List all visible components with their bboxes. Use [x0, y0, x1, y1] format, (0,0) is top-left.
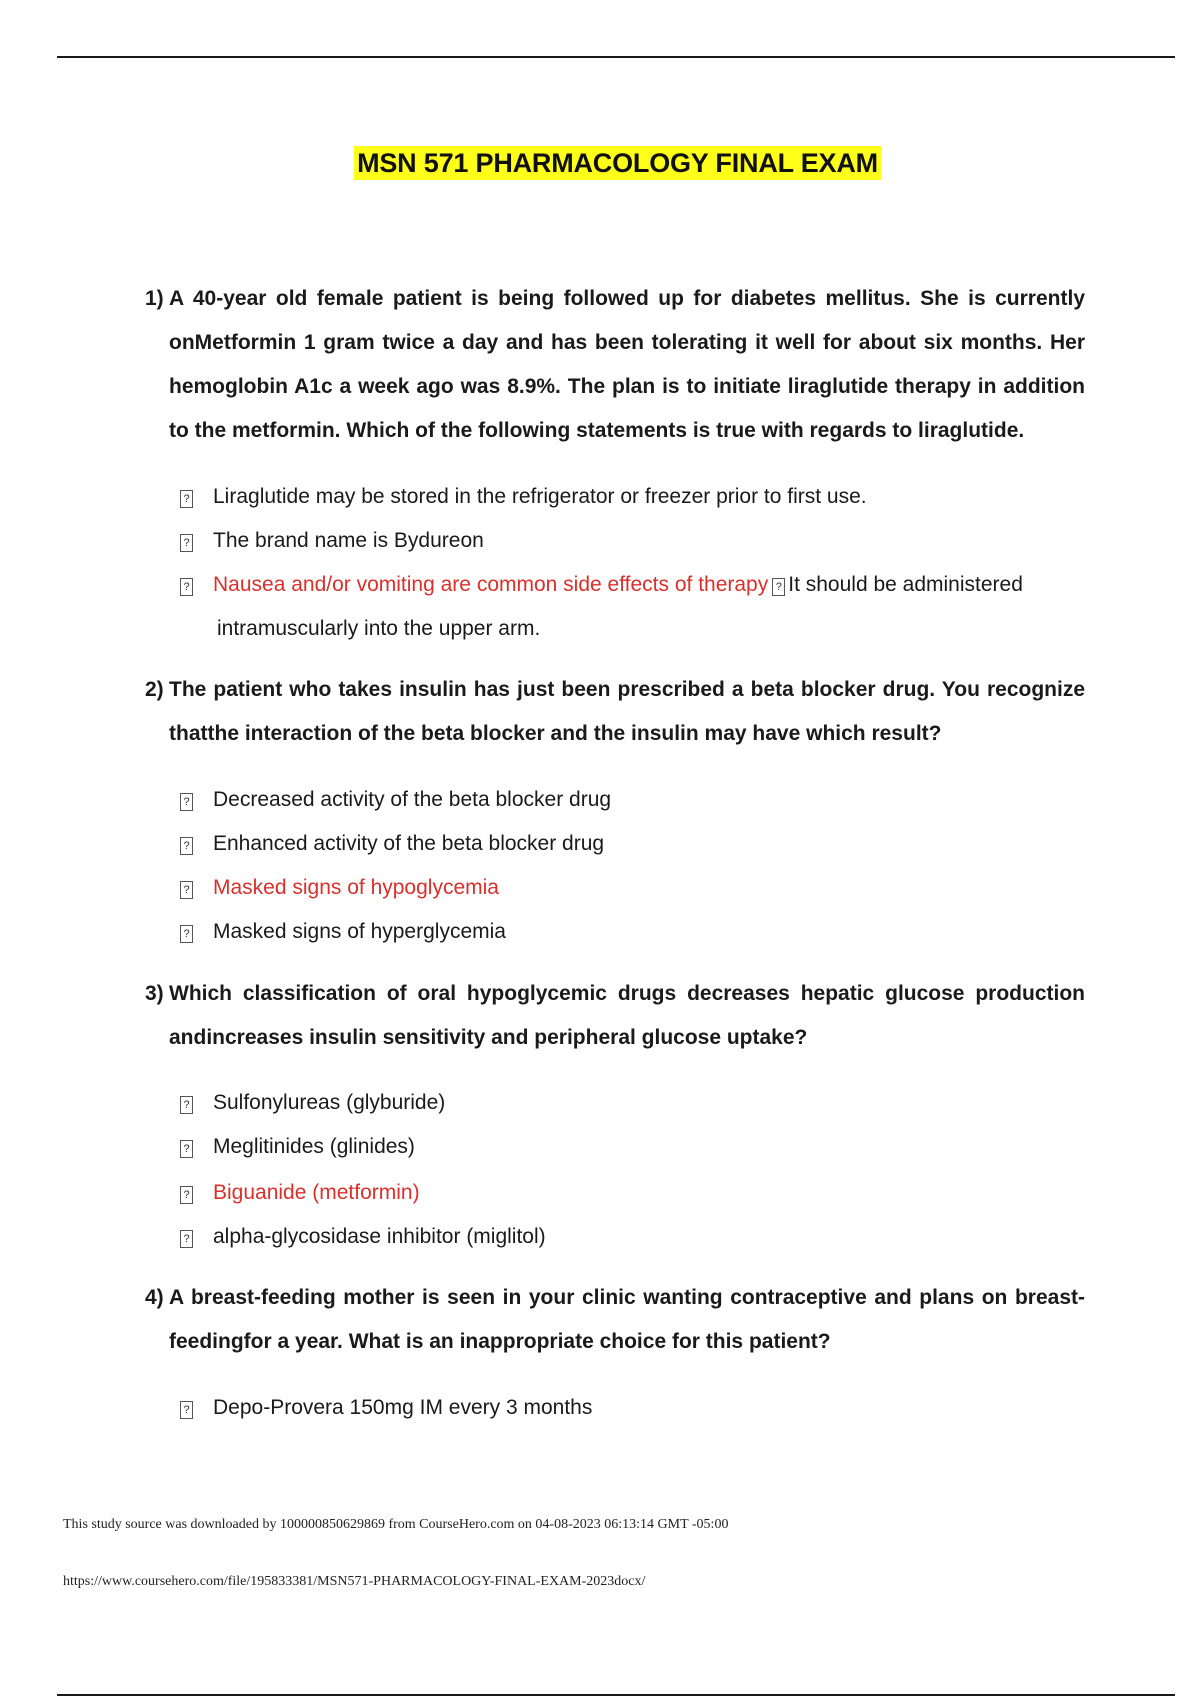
- option-text: Depo-Provera 150mg IM every 3 months: [213, 1396, 593, 1419]
- source-url[interactable]: https://www.coursehero.com/file/195833381/MSN571-PHARMACOLOGY-FINAL-EXAM-2023docx/: [63, 1574, 646, 1589]
- question-number: 4): [145, 1286, 164, 1309]
- question-text: The patient who takes insulin has just been prescribed a beta blocker drug. You recognize thatthe interaction of the beta blocker and the insulin may have which result?: [169, 678, 1085, 745]
- option-1b: [180, 519, 1085, 563]
- option-text: The brand name is Bydureon: [213, 529, 484, 552]
- option-2b: [180, 822, 1085, 866]
- option-text-continuation: intramuscularly into the upper arm.: [217, 617, 541, 640]
- missing-glyph-icon: ?: [180, 1186, 193, 1204]
- missing-glyph-icon: ?: [772, 578, 785, 596]
- option-3d: [180, 1215, 1085, 1259]
- question-number: 3): [145, 982, 164, 1005]
- question-4: [145, 1276, 1085, 1364]
- missing-glyph-icon: ?: [180, 793, 193, 811]
- download-source-note: This study source was downloaded by 100000850629869 from CourseHero.com on 04-08-2023 06:13:14 GMT -05:00: [63, 1517, 729, 1532]
- bottom-rule: [57, 1694, 1175, 1696]
- option-3a: [180, 1081, 1085, 1125]
- missing-glyph-icon: ?: [180, 578, 193, 596]
- question-2: [145, 668, 1085, 756]
- missing-glyph-icon: ?: [180, 534, 193, 552]
- option-1a: [180, 475, 1085, 519]
- title-container: [0, 146, 1200, 180]
- question-text: Which classification of oral hypoglycemic drugs decreases hepatic glucose production andincreases insulin sensitivity and peripheral glucose uptake?: [169, 982, 1085, 1049]
- option-1c: [180, 563, 1085, 651]
- option-3c: [180, 1171, 1085, 1215]
- option-text-correct-answer: Nausea and/or vomiting are common side effects of therapy: [213, 573, 769, 596]
- question-text: A breast-feeding mother is seen in your clinic wanting contraceptive and plans on breast-feedingfor a year. What is an inappropriate choice for this patient?: [169, 1286, 1085, 1353]
- option-text: Sulfonylureas (glyburide): [213, 1091, 446, 1114]
- option-text: It should be administered: [788, 573, 1023, 596]
- option-text: Enhanced activity of the beta blocker drug: [213, 832, 605, 855]
- missing-glyph-icon: ?: [180, 1140, 193, 1158]
- question-3: [145, 972, 1085, 1060]
- option-text-correct-answer: Masked signs of hypoglycemia: [213, 876, 499, 899]
- option-text: Masked signs of hyperglycemia: [213, 920, 506, 943]
- option-2c: [180, 866, 1085, 910]
- option-2d: [180, 910, 1085, 954]
- question-number: 2): [145, 678, 164, 701]
- missing-glyph-icon: ?: [180, 881, 193, 899]
- question-text: A 40-year old female patient is being followed up for diabetes mellitus. She is currently onMetformin 1 gram twice a day and has been tolerating it well for about six months. Her hemoglobin A1c a week ago was 8.9%. The plan is to initiate liraglutide therapy in addition to the metformin. Which of the following statements is true with regards to liraglutide.: [169, 287, 1085, 442]
- option-4a: [180, 1386, 1085, 1430]
- top-rule: [57, 56, 1175, 58]
- missing-glyph-icon: ?: [180, 925, 193, 943]
- missing-glyph-icon: ?: [180, 1401, 193, 1419]
- page-title: MSN 571 PHARMACOLOGY FINAL EXAM: [354, 146, 881, 180]
- missing-glyph-icon: ?: [180, 1096, 193, 1114]
- option-text: Decreased activity of the beta blocker drug: [213, 788, 612, 811]
- missing-glyph-icon: ?: [180, 1230, 193, 1248]
- option-text: Liraglutide may be stored in the refrigerator or freezer prior to first use.: [213, 485, 867, 508]
- option-text: alpha-glycosidase inhibitor (miglitol): [213, 1225, 546, 1248]
- question-number: 1): [145, 287, 164, 310]
- option-3b: [180, 1125, 1085, 1169]
- missing-glyph-icon: ?: [180, 837, 193, 855]
- missing-glyph-icon: ?: [180, 490, 193, 508]
- option-2a: [180, 778, 1085, 822]
- option-text: Meglitinides (glinides): [213, 1135, 415, 1158]
- option-text-correct-answer: Biguanide (metformin): [213, 1181, 420, 1204]
- question-1: [145, 277, 1085, 453]
